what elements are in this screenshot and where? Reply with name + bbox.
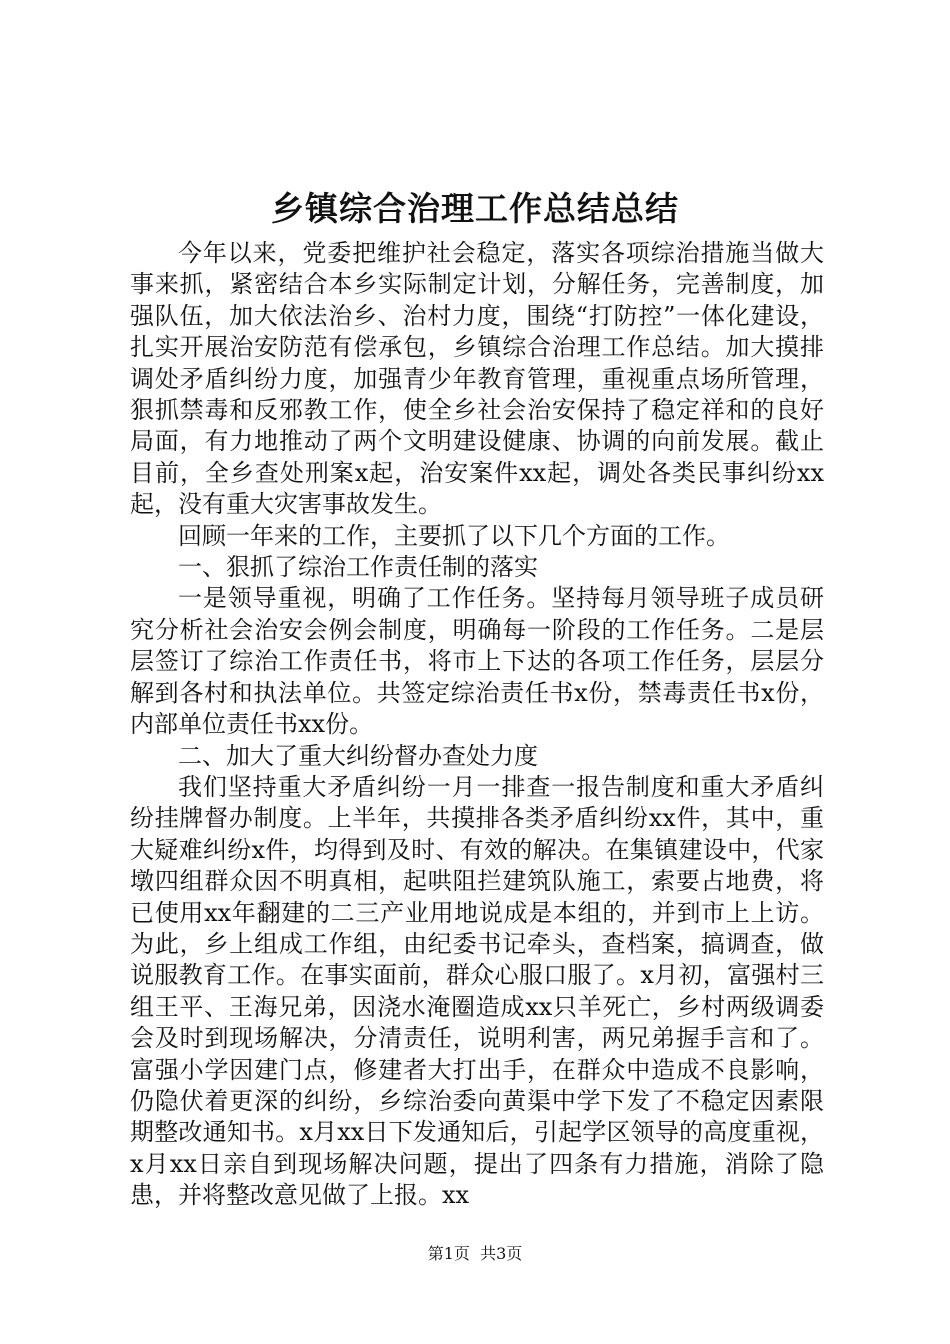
paragraph: 今年以来，党委把维护社会稳定，落实各项综治措施当做大事来抓，紧密结合本乡实际制定计划，分解任务，完善制度，加强队伍，加大依法治乡、治村力度，围绕“打防控”一体化建设，扎实开展治安防范有偿承包，乡镇综合治理工作总结。加大摸排调处矛盾纠纷力度，加强青少年教育管理，重视重点场所管理，狠抓禁毒和反邪教工作，使全乡社会治安保持了稳定祥和的良好局面，有力地推动了两个文明建设健康、协调的向前发展。截止目前，全乡查处刑案x起，治安案件xx起，调处各类民事纠纷xx起，没有重大灾害事故发生。 <box>130 239 824 519</box>
paragraph: 回顾一年来的工作，主要抓了以下几个方面的工作。 <box>178 521 730 550</box>
section-heading: 二、加大了重大纠纷督办查处力度 <box>178 741 538 770</box>
page-number: 第1页 <box>427 1244 470 1263</box>
paragraph: 我们坚持重大矛盾纠纷一月一排查一报告制度和重大矛盾纠纷挂牌督办制度。上半年，共摸排各类矛盾纠纷xx件，其中，重大疑难纠纷x件，均得到及时、有效的解决。在集镇建设中，代家墩四组群众因不明真相，起哄阻拦建筑队施工，索要占地费，将已使用xx年翻建的二三产业用地说成是本组的，并到市上上访。为此，乡上组成工作组，由纪委书记牵头，查档案，搞调查，做说服教育工作。在事实面前，群众心服口服了。x月初，富强村三组王平、王海兄弟，因浇水淹圈造成xx只羊死亡，乡村两级调委会及时到现场解决，分清责任，说明利害，两兄弟握手言和了。富强小学因建门点，修建者大打出手，在群众中造成不良影响，仍隐伏着更深的纠纷，乡综治委向黄渠中学下发了不稳定因素限期整改通知书。x月xx日下发通知后，引起学区领导的高度重视，x月xx日亲自到现场解决问题，提出了四条有力措施，消除了隐患，并将整改意见做了上报。xx <box>130 772 824 1210</box>
paragraph: 一是领导重视，明确了工作任务。坚持每月领导班子成员研究分析社会治安会例会制度，明确每一阶段的工作任务。二是层层签订了综治工作责任书，将市上下达的各项工作任务，层层分解到各村和执法单位。共签定综治责任书x份，禁毒责任书x份，内部单位责任书xx份。 <box>130 584 824 739</box>
document-body <box>130 238 824 1212</box>
document-title: 乡镇综合治理工作总结总结 <box>271 189 679 228</box>
page-footer <box>0 1243 950 1265</box>
page-total: 共3页 <box>480 1244 523 1263</box>
section-heading: 一、狠抓了综治工作责任制的落实 <box>178 553 538 582</box>
